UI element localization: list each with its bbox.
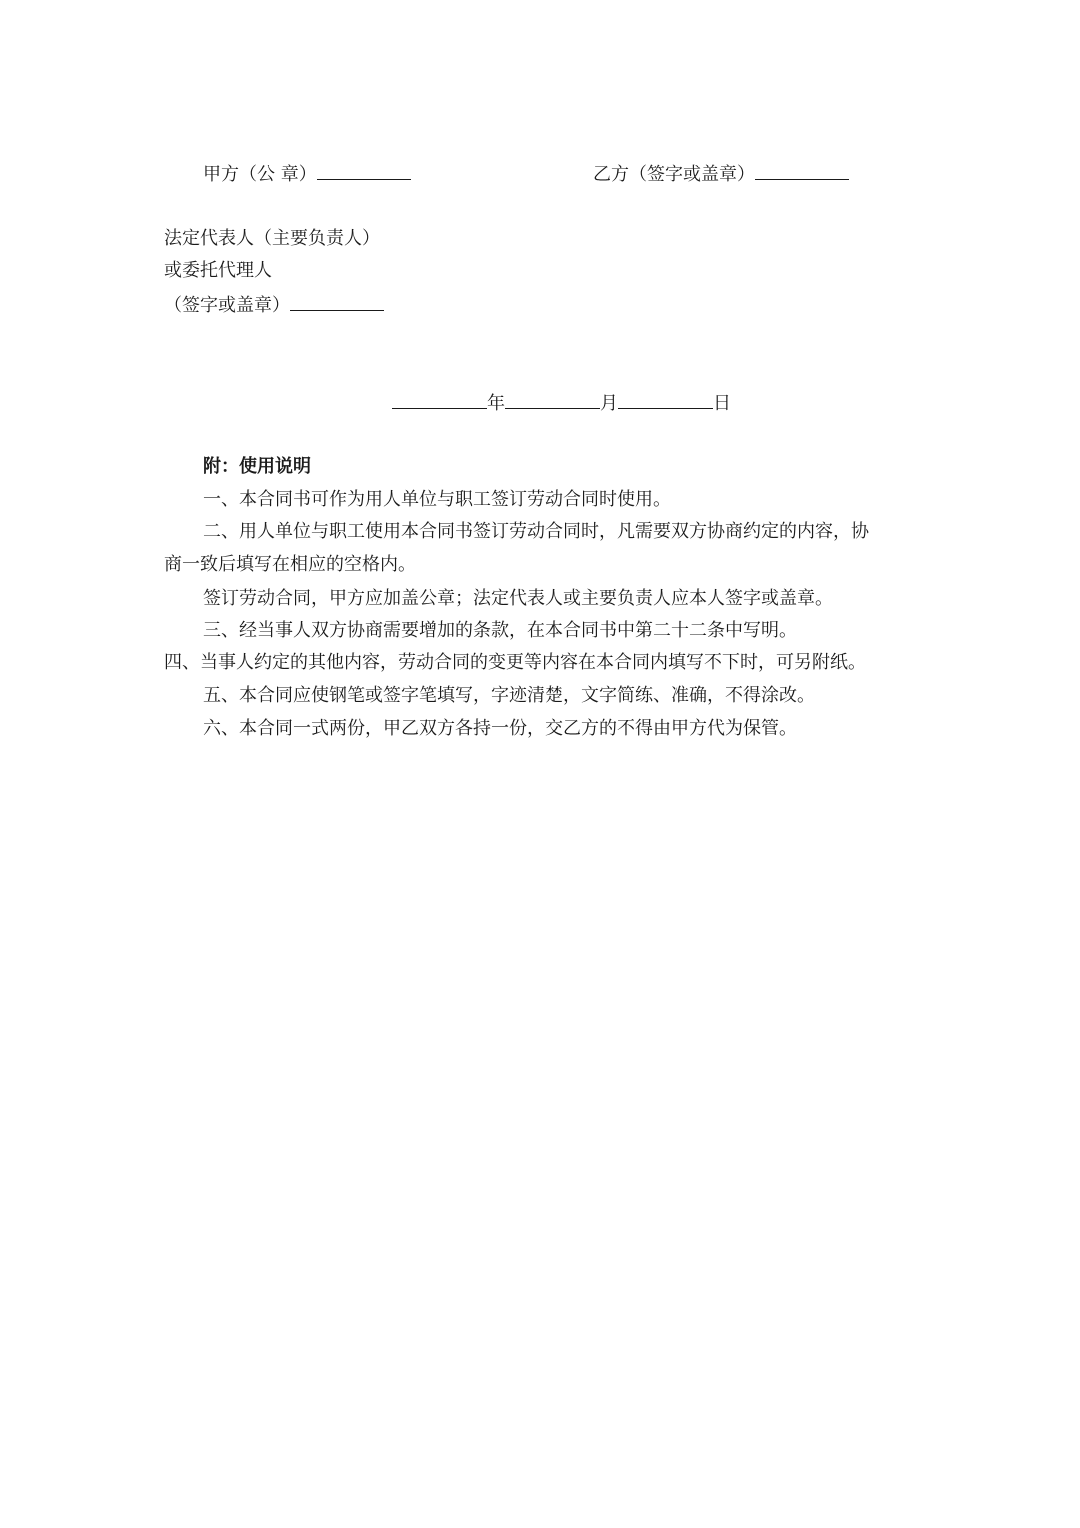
month-blank bbox=[505, 390, 600, 409]
representative-sign-label: （签字或盖章） bbox=[164, 295, 290, 316]
appendix-item: 一、本合同书可作为用人单位与职工签订劳动合同时使用。 bbox=[203, 489, 671, 510]
representative-line-2: 或委托代理人 bbox=[164, 260, 272, 281]
appendix-item: 签订劳动合同，甲方应加盖公章；法定代表人或主要负责人应本人签字或盖章。 bbox=[203, 588, 833, 609]
year-label: 年 bbox=[487, 393, 505, 414]
appendix-item: 三、经当事人双方协商需要增加的条款，在本合同书中第二十二条中写明。 bbox=[203, 620, 797, 641]
appendix-item: 四、当事人约定的其他内容，劳动合同的变更等内容在本合同内填写不下时，可另附纸。 bbox=[164, 652, 866, 673]
appendix-item: 二、用人单位与职工使用本合同书签订劳动合同时，凡需要双方协商约定的内容，协 bbox=[203, 521, 869, 542]
appendix-item-continuation: 商一致后填写在相应的空格内。 bbox=[164, 554, 416, 575]
party-b-signature-line bbox=[593, 161, 849, 187]
appendix-title: 附：使用说明 bbox=[203, 456, 311, 477]
appendix-item: 六、本合同一式两份，甲乙双方各持一份，交乙方的不得由甲方代为保管。 bbox=[203, 718, 797, 739]
party-a-signature-blank bbox=[317, 161, 411, 180]
party-b-label: 乙方（签字或盖章） bbox=[593, 164, 755, 185]
party-a-label: 甲方（公 章） bbox=[203, 164, 317, 185]
party-a-signature-line bbox=[203, 161, 411, 187]
day-label: 日 bbox=[713, 393, 731, 414]
representative-signature-blank bbox=[290, 292, 384, 311]
day-blank bbox=[618, 390, 713, 409]
party-b-signature-blank bbox=[755, 161, 849, 180]
representative-line-1: 法定代表人（主要负责人） bbox=[164, 228, 380, 249]
year-blank bbox=[392, 390, 487, 409]
date-line bbox=[392, 390, 731, 416]
representative-signature-line bbox=[164, 292, 384, 318]
month-label: 月 bbox=[600, 393, 618, 414]
appendix-item: 五、本合同应使钢笔或签字笔填写，字迹清楚，文字简练、准确，不得涂改。 bbox=[203, 685, 815, 706]
